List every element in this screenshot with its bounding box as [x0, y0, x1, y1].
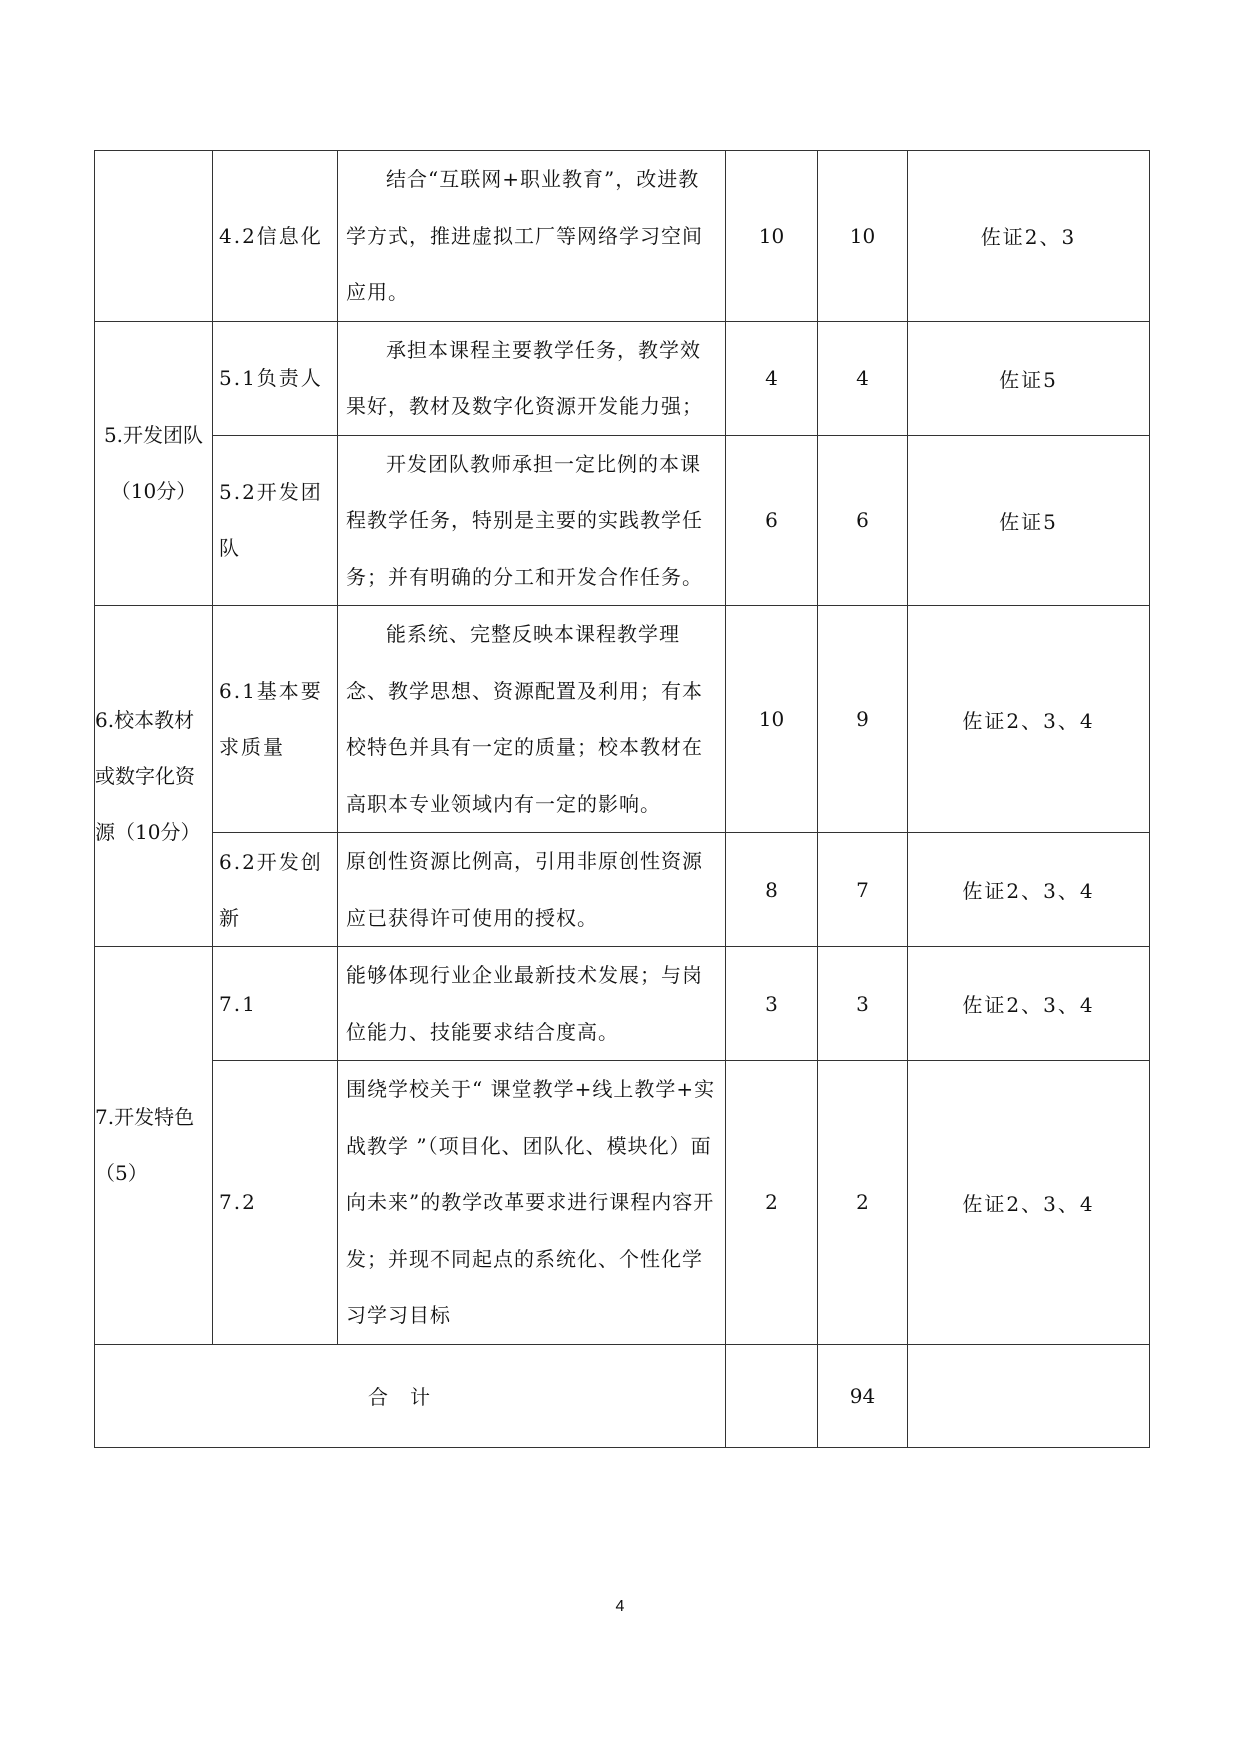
dimension-cell: 7.开发特色（5）: [95, 947, 213, 1345]
dimension-cell: 5.开发团队（10分）: [95, 321, 213, 606]
requirement-cell: 承担本课程主要教学任务，教学效果好，教材及数字化资源开发能力强；: [338, 321, 726, 435]
total-evidence: [908, 1344, 1150, 1447]
evidence-cell: 佐证2、3、4: [908, 833, 1150, 947]
evidence-cell: 佐证2、3、4: [908, 1061, 1150, 1345]
evidence-cell: 佐证2、3: [908, 151, 1150, 322]
requirement-cell: 结合“互联网+职业教育”，改进教学方式，推进虚拟工厂等网络学习空间应用。: [338, 151, 726, 322]
sub-item-cell: 6.2开发创新: [213, 833, 338, 947]
evaluation-table: [94, 150, 1150, 1448]
table-row: [95, 606, 1150, 833]
score-cell: 6: [818, 435, 908, 606]
dimension-cell: 6.校本教材或数字化资源（10分）: [95, 606, 213, 947]
requirement-cell: 能够体现行业企业最新技术发展；与岗位能力、技能要求结合度高。: [338, 947, 726, 1061]
score-cell: 9: [818, 606, 908, 833]
score-cell: 3: [818, 947, 908, 1061]
requirement-cell: 原创性资源比例高，引用非原创性资源应已获得许可使用的授权。: [338, 833, 726, 947]
evidence-cell: 佐证5: [908, 321, 1150, 435]
total-score: 94: [818, 1344, 908, 1447]
full-score-cell: 2: [726, 1061, 818, 1345]
evidence-cell: 佐证5: [908, 435, 1150, 606]
total-label: 合计: [95, 1344, 726, 1447]
sub-item-cell: 7.1: [213, 947, 338, 1061]
evidence-cell: 佐证2、3、4: [908, 606, 1150, 833]
full-score-cell: 8: [726, 833, 818, 947]
full-score-cell: 3: [726, 947, 818, 1061]
sub-item-cell: 5.1负责人: [213, 321, 338, 435]
score-cell: 4: [818, 321, 908, 435]
sub-item-cell: 6.1基本要求质量: [213, 606, 338, 833]
total-full-score: [726, 1344, 818, 1447]
full-score-cell: 10: [726, 151, 818, 322]
table-row: [95, 833, 1150, 947]
requirement-cell: 围绕学校关于“ 课堂教学+线上教学+实战教学 ”（项目化、团队化、模块化）面向未来”的教学改革要求进行课程内容开发；并现不同起点的系统化、个性化学习学习目标: [338, 1061, 726, 1345]
full-score-cell: 4: [726, 321, 818, 435]
sub-item-cell: 7.2: [213, 1061, 338, 1345]
table-row: [95, 321, 1150, 435]
sub-item-cell: 5.2开发团队: [213, 435, 338, 606]
total-row: [95, 1344, 1150, 1447]
table-row: [95, 435, 1150, 606]
table-row: [95, 151, 1150, 322]
sub-item-cell: 4.2信息化: [213, 151, 338, 322]
table-row: [95, 947, 1150, 1061]
full-score-cell: 10: [726, 606, 818, 833]
score-cell: 2: [818, 1061, 908, 1345]
requirement-cell: 能系统、完整反映本课程教学理念、教学思想、资源配置及利用；有本校特色并具有一定的质量；校本教材在高职本专业领域内有一定的影响。: [338, 606, 726, 833]
evidence-cell: 佐证2、3、4: [908, 947, 1150, 1061]
requirement-cell: 开发团队教师承担一定比例的本课程教学任务，特别是主要的实践教学任务；并有明确的分工和开发合作任务。: [338, 435, 726, 606]
table-row: [95, 1061, 1150, 1345]
page-number: 4: [615, 1598, 625, 1615]
dimension-cell: [95, 151, 213, 322]
score-cell: 10: [818, 151, 908, 322]
full-score-cell: 6: [726, 435, 818, 606]
score-cell: 7: [818, 833, 908, 947]
